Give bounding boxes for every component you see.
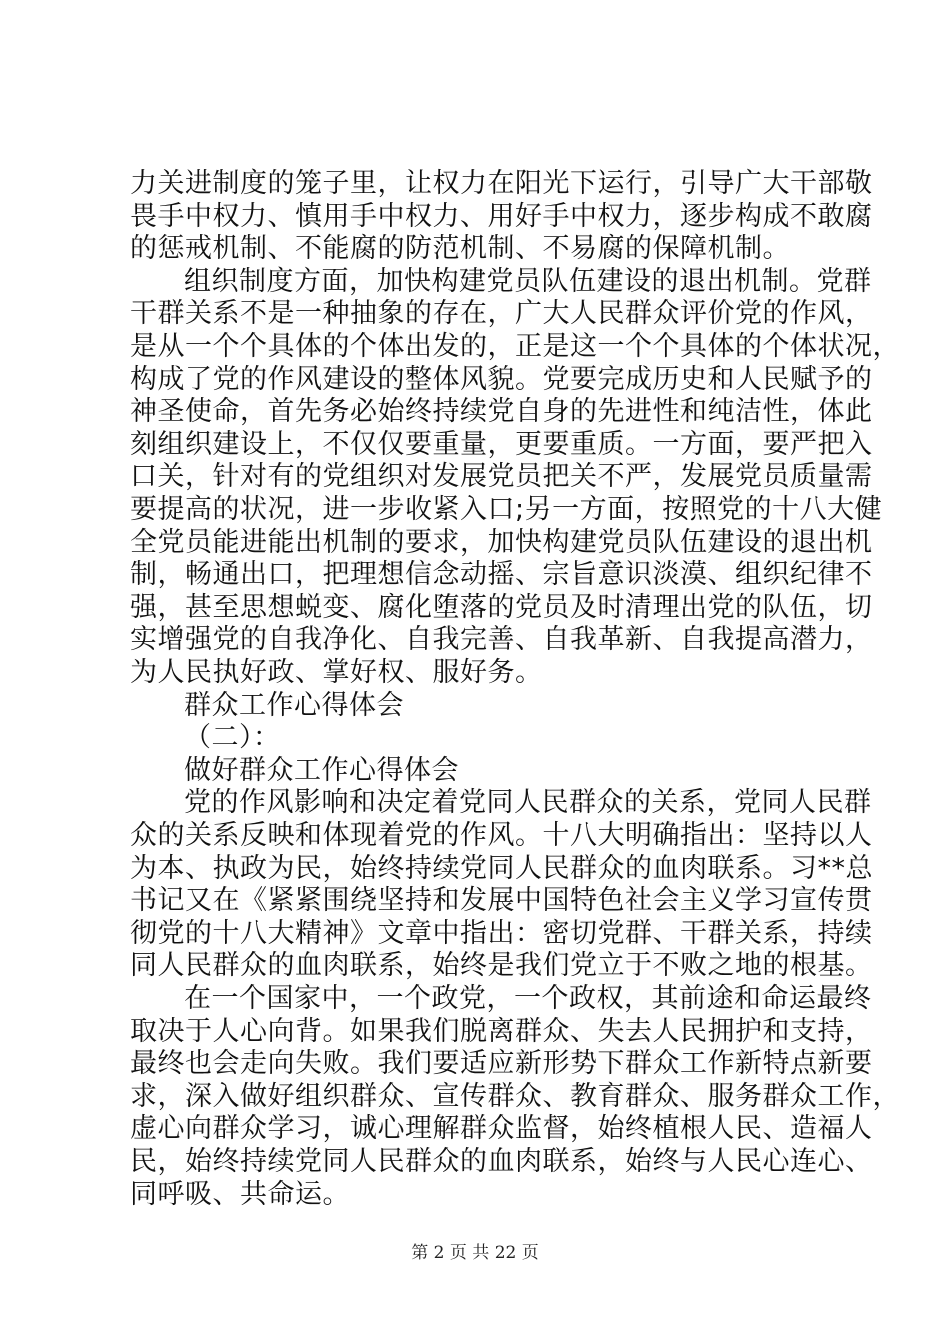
text-line: 为人民执好政、掌好权、服好务。 bbox=[130, 657, 543, 688]
text-line: 全党员能进能出机制的要求，加快构建党员队伍建设的退出机 bbox=[130, 526, 873, 558]
text-line: 干群关系不是一种抽象的存在，广大人民群众评价党的作风， bbox=[130, 298, 873, 330]
text-line: 取决于人心向背。如果我们脱离群众、失去人民拥护和支持， bbox=[130, 1015, 873, 1047]
text-line: （二）： bbox=[184, 722, 281, 754]
text-line: 的惩戒机制、不能腐的防范机制、不易腐的保障机制。 bbox=[130, 233, 790, 265]
text-line: 实增强党的自我净化、自我完善、自我革新、自我提高潜力， bbox=[130, 624, 873, 656]
text-line: 组织制度方面，加快构建党员队伍建设的退出机制。党群 bbox=[184, 265, 872, 297]
text-line: 畏手中权力、慎用手中权力、用好手中权力，逐步构成不敢腐 bbox=[130, 200, 873, 232]
text-line: 彻党的十八大精神》文章中指出：密切党群、干群关系，持续 bbox=[130, 917, 873, 949]
text-line: 做好群众工作心得体会 bbox=[184, 754, 459, 786]
text-line: 党的作风影响和决定着党同人民群众的关系，党同人民群 bbox=[184, 787, 872, 819]
text-line: 构成了党的作风建设的整体风貌。党要完成历史和人民赋予的 bbox=[130, 363, 873, 395]
text-line: 口关，针对有的党组织对发展党员把关不严，发展党员质量需 bbox=[130, 461, 873, 493]
text-line: 民，始终持续党同人民群众的血肉联系，始终与人民心连心、 bbox=[130, 1146, 873, 1177]
text-line: 最终也会走向失败。我们要适应新形势下群众工作新特点新要 bbox=[130, 1048, 873, 1080]
text-line: 同人民群众的血肉联系，始终是我们党立于不败之地的根基。 bbox=[130, 950, 873, 982]
text-line: 众的关系反映和体现着党的作风。十八大明确指出：坚持以人 bbox=[130, 820, 873, 851]
text-line: 刻组织建设上，不仅仅要重量，更要重质。一方面，要严把入 bbox=[130, 428, 873, 460]
text-line: 制，畅通出口，把理想信念动摇、宗旨意识淡漠、组织纪律不 bbox=[130, 559, 873, 591]
text-line: 求，深入做好组织群众、宣传群众、教育群众、服务群众工作， bbox=[130, 1080, 900, 1112]
text-line: 在一个国家中，一个政党，一个政权，其前途和命运最终 bbox=[184, 983, 872, 1014]
text-line: 群众工作心得体会 bbox=[184, 689, 404, 721]
text-line: 强，甚至思想蜕变、腐化堕落的党员及时清理出党的队伍，切 bbox=[130, 591, 873, 623]
text-line: 为本、执政为民，始终持续党同人民群众的血肉联系。习**总 bbox=[130, 852, 873, 884]
text-line: 力关进制度的笼子里，让权力在阳光下运行，引导广大干部敬 bbox=[130, 168, 873, 199]
text-line: 要提高的状况，进一步收紧入口;另一方面，按照党的十八大健 bbox=[130, 494, 883, 525]
text-line: 是从一个个具体的个体出发的，正是这一个个具体的个体状况， bbox=[130, 331, 900, 362]
text-line: 神圣使命，首先务必始终持续党自身的先进性和纯洁性，体此 bbox=[130, 396, 873, 428]
text-line: 书记又在《紧紧围绕坚持和发展中国特色社会主义学习宣传贯 bbox=[130, 885, 873, 917]
page-footer: 第 2 页 共 22 页 bbox=[411, 1243, 539, 1263]
text-line: 同呼吸、共命运。 bbox=[130, 1178, 350, 1210]
text-line: 虚心向群众学习，诚心理解群众监督，始终植根人民、造福人 bbox=[130, 1113, 873, 1145]
